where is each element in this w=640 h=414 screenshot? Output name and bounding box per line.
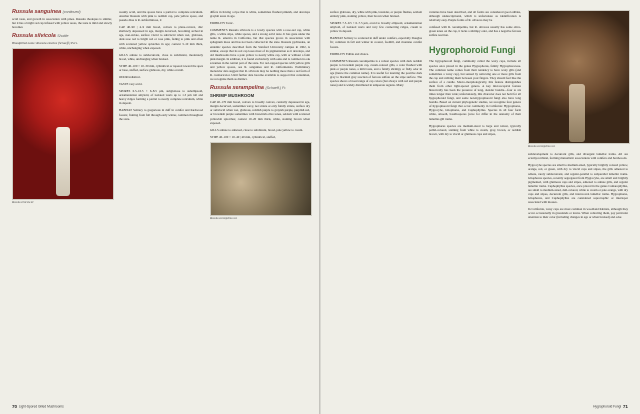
right-column-1	[330, 10, 422, 222]
left-column-2	[119, 10, 203, 224]
body-paragraph: Hygrophorus species are medium-sized to large and robust, typically pallid-colored, staining from white to cream, gray, brown, or reddish brown, with dry to viscid or glutinous caps and stipes,	[429, 123, 521, 136]
species-author: (Schaeff.) Fr.	[265, 86, 287, 91]
edibility-description: EDIBILITY Toxic.	[210, 21, 234, 26]
body-paragraph: differs in having a ripe that is white, sometimes flushed pinkish, and develops grayish areas in age.	[210, 10, 310, 19]
photo-russula-xerampelina-right	[528, 10, 630, 144]
taste-description: TASTE very acrid.	[119, 82, 143, 87]
spores-description: SPORES 7.5–9.5 × 6–7.5 µm, ovoid to broadly ellipsoid, ornamentation amyloid, of isolated warts and very few connecting ridges, cream to yellow in deposit.	[330, 21, 422, 34]
left-column-1	[12, 10, 112, 224]
body-paragraph: surface glabrous, dry, white with pink, lavender, or purple flushes, seldom entirely pink, staining yellow, then brown when bruised.	[330, 10, 422, 19]
continued-label: (continued)	[62, 10, 81, 14]
right-column-2	[429, 10, 521, 222]
section-heading-hygrophoroid-fungi: Hygrophoroid Fungi	[429, 45, 516, 56]
running-head: Hygrophoroid Fungi	[593, 404, 622, 409]
gills-description: GILLS adnate to adnexed, close to subdistant, broad, pale yellow to cream.	[210, 127, 304, 132]
body-paragraph: The hygrophoroid fungi, commonly called the waxy caps, include all species once placed in the genus Hygrophorus, family Hygrophoraceae. The common name comes from their tendency to have waxy gills (and sometimes a waxy cap), but sensed by removing one or more gills from the cap and rubbing them between your fingers. They should feel like the surface of a candle. Macro-morphologically, this feature distinguishes them from other light-spored genera. A key microscopical feature historically has been the presence of long, slender basidia—four to six times longer than wide; unfortunately, this character does not hold for all hygrophoroid fungi, and some non-hygrophoroid fungi also have long basidia. Based on current phylogenetic studies, we recognize four genera of hygrophoroid fungi that occur commonly in California: Hygrophorus, Hygrocybe, Gliophorus, and Cuphophyllus. Species in all four form white, smooth, basidiospores (save for differ in the anatomy of their lamellar-gill trama.	[429, 59, 521, 121]
species-name: Russula silvicola	[12, 33, 56, 40]
species-common-name: Shuttle	[57, 34, 69, 39]
continued-species-heading	[12, 10, 112, 16]
page-number: 71	[622, 404, 628, 409]
comments-description: COMMENTS Russula xerampelina is a robust species with dark reddish purple to brownish purple cap, cream-colored gills, a color flushed with pink or purple tones, a mild taste, and a faintly shrimpy or fishy odor in age (hence the common name). It is useful for learning the positive dark gray to blackish gray reaction of ferrous sulfate on the stipe surface. The species shows a broad range of cap colors (but always with red and purple tones) and is widely distributed in temperate regions. Many	[330, 58, 422, 88]
cap-description: CAP 40–90 | 4–9 mm broad, convex to plane-convex, disc shallowly depressed in age, margin decurved, becoming arched in age, non-striate, surface viscid to subviscid when wet, glabrous, dark rose red to bright red or rose pink, fading to pink and often with scattered yellow splotches in age; context 3–10 mm thick, white, unchanging when exposed.	[119, 25, 203, 50]
body-paragraph: varieties have been described, and all forms are considered good edibles, although undescriptional, which is unfortunate as identification is relatively easy. Purple forms of R. olivacea may be	[429, 10, 521, 23]
right-page-footer	[593, 404, 628, 409]
photo-russula-xerampelina-left	[210, 142, 312, 216]
stipe-description: STIPE 40–100 × 10–40 | 40 mm, cylindrical, stuffed,	[210, 134, 276, 139]
species-name: Russula xerampelina	[210, 85, 264, 92]
left-page-columns	[12, 10, 310, 224]
page-number: 70	[12, 404, 18, 409]
odor-description: ODOR indistinct.	[119, 75, 141, 80]
body-paragraph: Hygrocybe species are small to medium-sized, typically brightly colored yellow, orange, red, or green, with dry to viscid caps and stipes, the gills adnexed to adnate, rarely subdecurrent, and regular-parallel to subparallel lamellar trama. Gliophorus species, recently segregated from Hygrocybe, are small and brightly pigmented, with glutinous caps and stipes, adnexed to adnate gills, and regular lamellar trama. Cuphophyllus species, once placed in the genus Camarophyllus, are small to medium-sized, dull-colored, white to cream or pale orange, with dry caps and stipes, decurrent gills, and interwoven lamellar trama. Hygrophorus, Gliophorus, and Cuphophyllus are considered saprotrophic or interloper associated with mosses.	[528, 163, 628, 205]
habitat-description: HABITAT Solitary to scattered in duff under conifers, especially Douglas fir; common in fall and winter in coastal, foothill, and montane conifer forests.	[330, 36, 422, 49]
comments-description: COMMENTS Russula silvicola is a lovely species with a rose-red cap, white gills, a white stipe, white spores, and a strong acrid taste. It has gone under the name R. emetica in California, but that species grows in association with sphagnum moss and has not been collected in the state. Russula pychnadea, an endemic species described from the Stanford University campus in 1902, is similar, except that its red cap loses most of its pigmentation as it develops, and old mushrooms have a pale yellow to nearly white cap, with or without a faint pink margin. In addition, it is found exclusively with oaks and is common in oak savannas in the central part of the state. For red-capped species with yellow gills and yellow spores, see R. sanguinea and R. californiensis. Preliminary molecular data suggest that R. silvicola may be nothing more than a red form of R. cremoricolor. Until further data become available to support that contention, we recognize them as distinct.	[210, 28, 310, 82]
spores-description: SPORES 6.5–10.5 × 6–8.5 µm, subglobose to subellipsoid, ornamentation amyloid, of isolated warts up to 1.3 µm tall and heavy ridges forming a partial to nearly complete reticulum, white in deposit.	[119, 89, 203, 106]
body-paragraph: In California, waxy caps are most common in woodland habitats, although they occur occasionally in grasslands or lawns. When collecting them, pay particular attention to their color (including changes in age or when bruised) and odor.	[528, 207, 628, 220]
species-synonym: Bloodpilled name: Russula emetica (Schaeff.) Pers.	[12, 41, 78, 46]
right-page-columns	[330, 10, 628, 222]
species-name: Russula sanguinea	[12, 9, 62, 15]
photo-caption: Russula silvicola #1	[12, 201, 34, 205]
species-heading-russula-silvicola	[12, 34, 112, 40]
body-paragraph: confused with R. xerampelina, but R. olivacea usually has some olive-green tones on the cap, it lacks a shrimpy odor, and has a negative ferrous sulfate reaction.	[429, 25, 521, 38]
photo-caption: Russula xerampelina var.	[210, 216, 238, 220]
gills-description: GILLS adnate to subdecurrent, close to subdistant, moderately broad, white, unchanging when bruised.	[119, 52, 203, 61]
habitat-description: HABITAT Solitary to gregarious in duff in conifer and hardwood forests; fruiting from fall through early winter, common throughout the state.	[119, 108, 203, 121]
cap-description: CAP 40–170 mm broad, convex to broadly convex, centrally depressed in age, margin decurved, sometimes wavy, not striate or only faintly striate, surface dry or subviscid when wet, glabrous, reddish purple to grayish purple, purplish red, or brownish purple sometimes with brownish olive tones, seldom with scattered yellowish splotches; context 10–20 mm thick, white, staining brown when exposed.	[210, 100, 310, 125]
species-common-name: SHRIMP MUSHROOM	[210, 93, 255, 99]
photo-caption: Russula xerampelina var.	[528, 145, 556, 148]
running-head: Light-Spored Gilled Mushrooms	[18, 404, 64, 409]
left-page-footer	[12, 404, 64, 409]
right-column-3	[528, 10, 628, 222]
left-column-3	[210, 10, 310, 224]
edibility-description: EDIBILITY Edible and choice.	[330, 51, 369, 56]
photo-russula-silvicola	[12, 48, 114, 200]
right-page	[320, 0, 640, 414]
body-paragraph: acrid taste, and growth in association with pines. Russula rhodopus is similar, but it has a bright red cap infused with yellow areas, the taste is mild and slowly becomes	[12, 16, 112, 30]
species-heading-russula-xerampelina	[210, 86, 310, 92]
page-gutter	[319, 0, 321, 414]
stipe-description: STIPE 40–100 × 10–30 mm, cylindrical or tapered toward the apex or base, stuffed, surface glabrous, dry, white overall.	[119, 63, 203, 72]
body-paragraph: subdevelopment to decurrent gills, and divergent lamellar trama. All are ectomycorrhizal, forming mutualistic associations with conifers and hardwoods.	[528, 152, 628, 161]
body-paragraph: weakly acrid, and the spores have a partial to complete reticulum. Another Russula with pink to reddish cap, pale yellow spore, and pseudo-blue is R. subforminosa, it	[119, 10, 203, 23]
